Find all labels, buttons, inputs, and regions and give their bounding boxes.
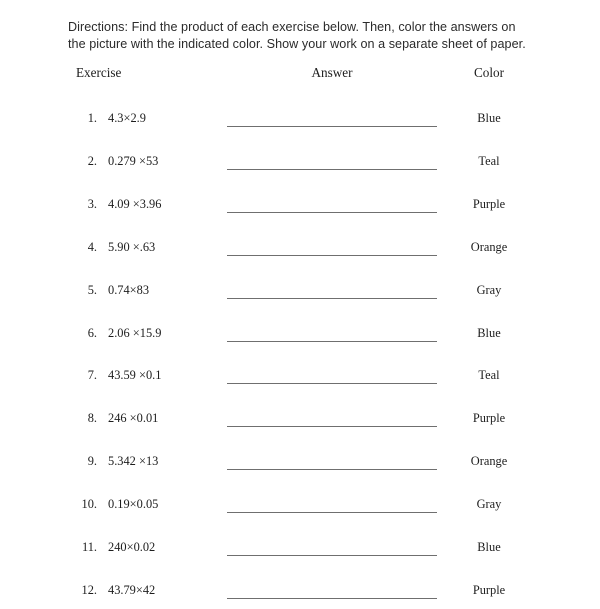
exercise-number: 12.	[81, 582, 97, 597]
header-exercise: Exercise	[76, 65, 122, 80]
exercise-number: 7.	[87, 368, 97, 383]
exercise-expression: 43.79×42	[108, 582, 156, 597]
exercise-row	[0, 583, 600, 609]
answer-color-label: Teal	[478, 368, 500, 383]
exercise-row	[0, 326, 600, 352]
answer-color-label: Purple	[472, 411, 506, 426]
header-color: Color	[473, 65, 505, 80]
exercise-number: 10.	[81, 497, 97, 512]
answer-blank-line[interactable]	[227, 469, 437, 470]
answer-blank-line[interactable]	[227, 512, 437, 513]
exercise-row	[0, 154, 600, 180]
directions-text: Directions: Find the product of each exercise below. Then, color the answers on the picture with the indicated color. Show your work on a separate sheet of paper.	[68, 19, 526, 52]
exercise-row	[0, 540, 600, 566]
answer-blank-line[interactable]	[227, 212, 437, 213]
answer-blank-line[interactable]	[227, 169, 437, 170]
exercise-expression: 240×0.02	[108, 540, 156, 554]
answer-color-label: Blue	[477, 325, 501, 340]
exercise-expression: 4.09 ×3.96	[108, 196, 162, 211]
answer-color-label: Gray	[476, 282, 502, 297]
answer-blank-line[interactable]	[227, 341, 437, 342]
exercise-expression: 43.59 ×0.1	[108, 368, 162, 383]
exercise-number: 4.	[87, 239, 97, 254]
exercise-number: 8.	[87, 411, 97, 426]
header-answer: Answer	[311, 65, 353, 80]
exercise-number: 5.	[87, 282, 97, 297]
exercise-row	[0, 368, 600, 394]
exercise-expression: 0.19×0.05	[108, 497, 159, 512]
exercise-number: 11.	[81, 540, 97, 554]
answer-color-label: Blue	[477, 111, 501, 125]
exercise-row	[0, 283, 600, 309]
answer-blank-line[interactable]	[227, 426, 437, 427]
answer-blank-line[interactable]	[227, 126, 437, 127]
exercise-expression: 2.06 ×15.9	[108, 325, 162, 340]
exercise-number: 1.	[87, 111, 97, 125]
exercise-number: 2.	[87, 153, 97, 168]
exercise-expression: 0.74×83	[108, 282, 150, 297]
answer-color-label: Blue	[477, 540, 501, 554]
answer-color-label: Teal	[478, 153, 500, 168]
exercise-row	[0, 411, 600, 437]
answer-color-label: Orange	[470, 239, 508, 254]
exercise-row	[0, 454, 600, 480]
answer-blank-line[interactable]	[227, 298, 437, 299]
exercise-row	[0, 111, 600, 137]
answer-blank-line[interactable]	[227, 255, 437, 256]
exercise-expression: 4.3×2.9	[108, 111, 146, 125]
answer-color-label: Purple	[472, 582, 506, 597]
exercise-expression: 246 ×0.01	[108, 411, 159, 426]
exercise-number: 3.	[87, 196, 97, 211]
answer-blank-line[interactable]	[227, 598, 437, 599]
exercise-row	[0, 497, 600, 523]
answer-blank-line[interactable]	[227, 555, 437, 556]
exercise-row	[0, 240, 600, 266]
answer-color-label: Purple	[472, 196, 506, 211]
answer-blank-line[interactable]	[227, 383, 437, 384]
answer-color-label: Gray	[476, 497, 502, 512]
exercise-expression: 0.279 ×53	[108, 153, 159, 168]
exercise-number: 6.	[87, 325, 97, 340]
answer-color-label: Orange	[470, 454, 508, 469]
exercise-expression: 5.90 ×.63	[108, 239, 156, 254]
exercise-row	[0, 197, 600, 223]
exercise-expression: 5.342 ×13	[108, 454, 159, 469]
exercise-number: 9.	[87, 454, 97, 469]
